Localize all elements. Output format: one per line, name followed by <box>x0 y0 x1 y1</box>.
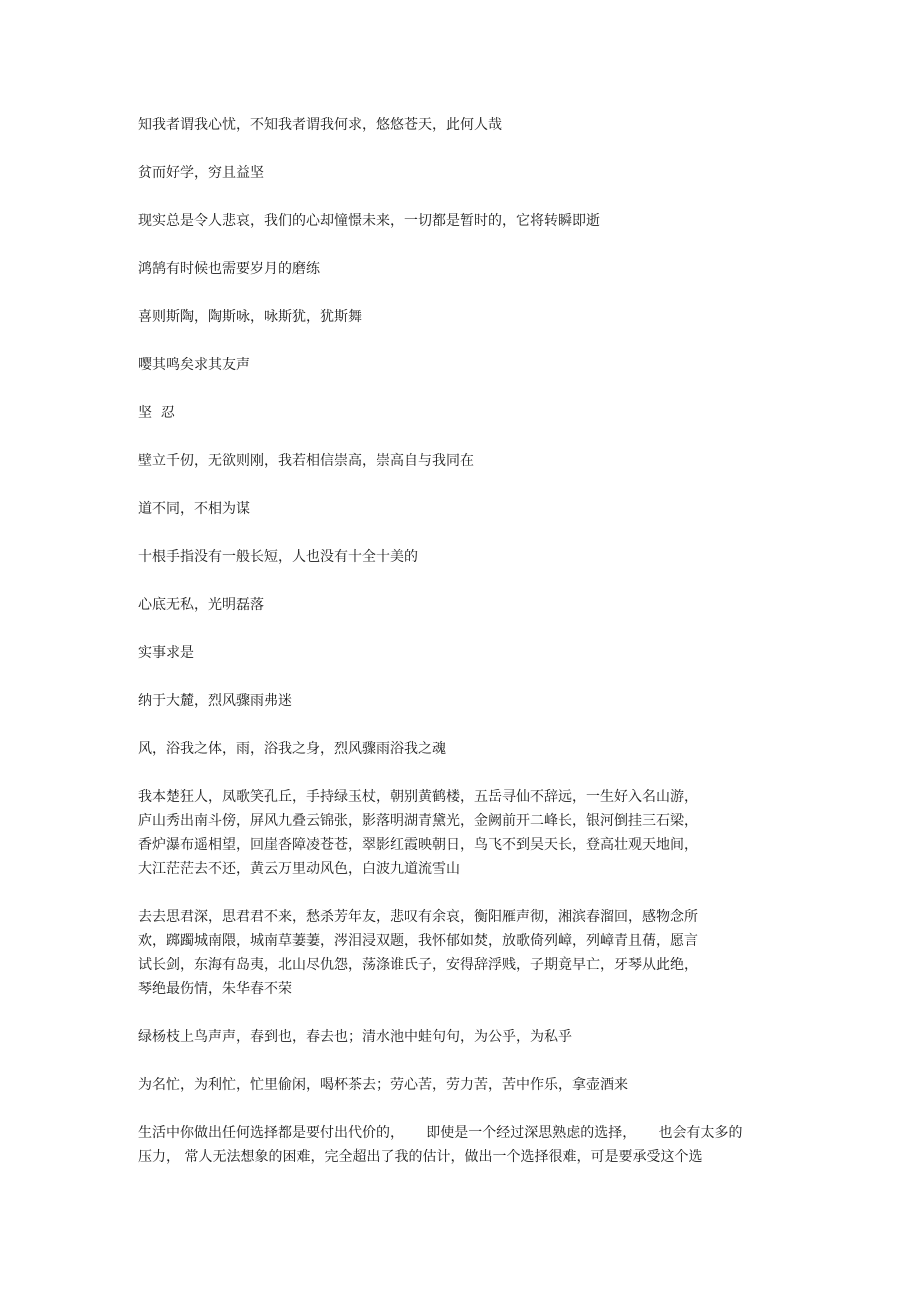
paragraph <box>138 1073 798 1097</box>
paragraph <box>138 209 798 233</box>
text-line: 壁立千仞，无欲则刚，我若相信崇高，崇高自与我同在 <box>138 453 474 469</box>
paragraph <box>138 641 798 665</box>
text-line: 喜则斯陶，陶斯咏，咏斯犹，犹斯舞 <box>138 309 362 325</box>
paragraph <box>138 689 798 713</box>
text-line: 鸿鹄有时候也需要岁月的磨练 <box>138 261 320 277</box>
paragraph <box>138 161 798 185</box>
text-line: 大江茫茫去不还，黄云万里动风色，白波九道流雪山 <box>138 861 460 877</box>
text-line: 十根手指没有一般长短，人也没有十全十美的 <box>138 549 418 565</box>
text-line: 风，浴我之体，雨，浴我之身，烈风骤雨浴我之魂 <box>138 741 446 757</box>
paragraph <box>138 257 798 281</box>
paragraph <box>138 593 798 617</box>
text-line: 现实总是令人悲哀，我们的心却憧憬未来，一切都是暂时的，它将转瞬即逝 <box>138 213 600 229</box>
text-line: 庐山秀出南斗傍，屏风九叠云锦张，影落明湖青黛光，金阙前开二峰长，银河倒挂三石梁， <box>138 813 698 829</box>
text-line: 压力， 常人无法想象的困难，完全超出了我的估计，做出一个选择很难，可是要承受这个选 <box>138 1149 703 1165</box>
paragraph <box>138 737 798 761</box>
text-line: 香炉瀑布遥相望，回崖沓障凌苍苍，翠影红霞映朝日，鸟飞不到吴天长，登高壮观天地间， <box>138 837 698 853</box>
text-line: 实事求是 <box>138 645 194 661</box>
text-line: 试长剑，东海有岛夷，北山尽仇怨，荡涤谁氏子，安得辞浮贱，子期竟早亡，牙琴从此绝， <box>138 957 698 973</box>
text-line: 生活中你做出任何选择都是要付出代价的， 即使是一个经过深思熟虑的选择， 也会有太多的 <box>138 1125 743 1141</box>
text-line: 绿杨枝上鸟声声，春到也，春去也；清水池中蛙句句，为公乎，为私乎 <box>138 1029 572 1045</box>
paragraph <box>138 1121 798 1169</box>
paragraph <box>138 905 798 1001</box>
text-line: 去去思君深，思君君不来，愁杀芳年友，悲叹有余哀，衡阳雁声彻，湘滨春溜回，感物念所 <box>138 909 698 925</box>
paragraph <box>138 545 798 569</box>
text-line: 琴绝最伤情，朱华春不荣 <box>138 981 292 997</box>
document-body <box>138 113 798 1193</box>
text-line: 知我者谓我心忧，不知我者谓我何求，悠悠苍天，此何人哉 <box>138 117 502 133</box>
text-line: 我本楚狂人，凤歌笑孔丘，手持绿玉杖，朝别黄鹤楼，五岳寻仙不辞远，一生好入名山游， <box>138 789 698 805</box>
paragraph <box>138 113 798 137</box>
paragraph <box>138 497 798 521</box>
paragraph <box>138 449 798 473</box>
text-line: 贫而好学，穷且益坚 <box>138 165 264 181</box>
text-line: 道不同，不相为谋 <box>138 501 250 517</box>
text-line: 坚 忍 <box>138 405 175 421</box>
paragraph <box>138 1025 798 1049</box>
paragraph <box>138 305 798 329</box>
text-line: 为名忙，为利忙，忙里偷闲，喝杯茶去；劳心苦，劳力苦，苦中作乐，拿壶酒来 <box>138 1077 628 1093</box>
paragraph <box>138 353 798 377</box>
text-line: 嘤其鸣矣求其友声 <box>138 357 250 373</box>
text-line: 心底无私，光明磊落 <box>138 597 264 613</box>
paragraph <box>138 401 798 425</box>
text-line: 纳于大麓，烈风骤雨弗迷 <box>138 693 292 709</box>
paragraph <box>138 785 798 881</box>
text-line: 欢，踯躅城南隈，城南草萋萋，涔泪浸双题，我怀郁如焚，放歌倚列嶂，列嶂青且蒨，愿言 <box>138 933 698 949</box>
